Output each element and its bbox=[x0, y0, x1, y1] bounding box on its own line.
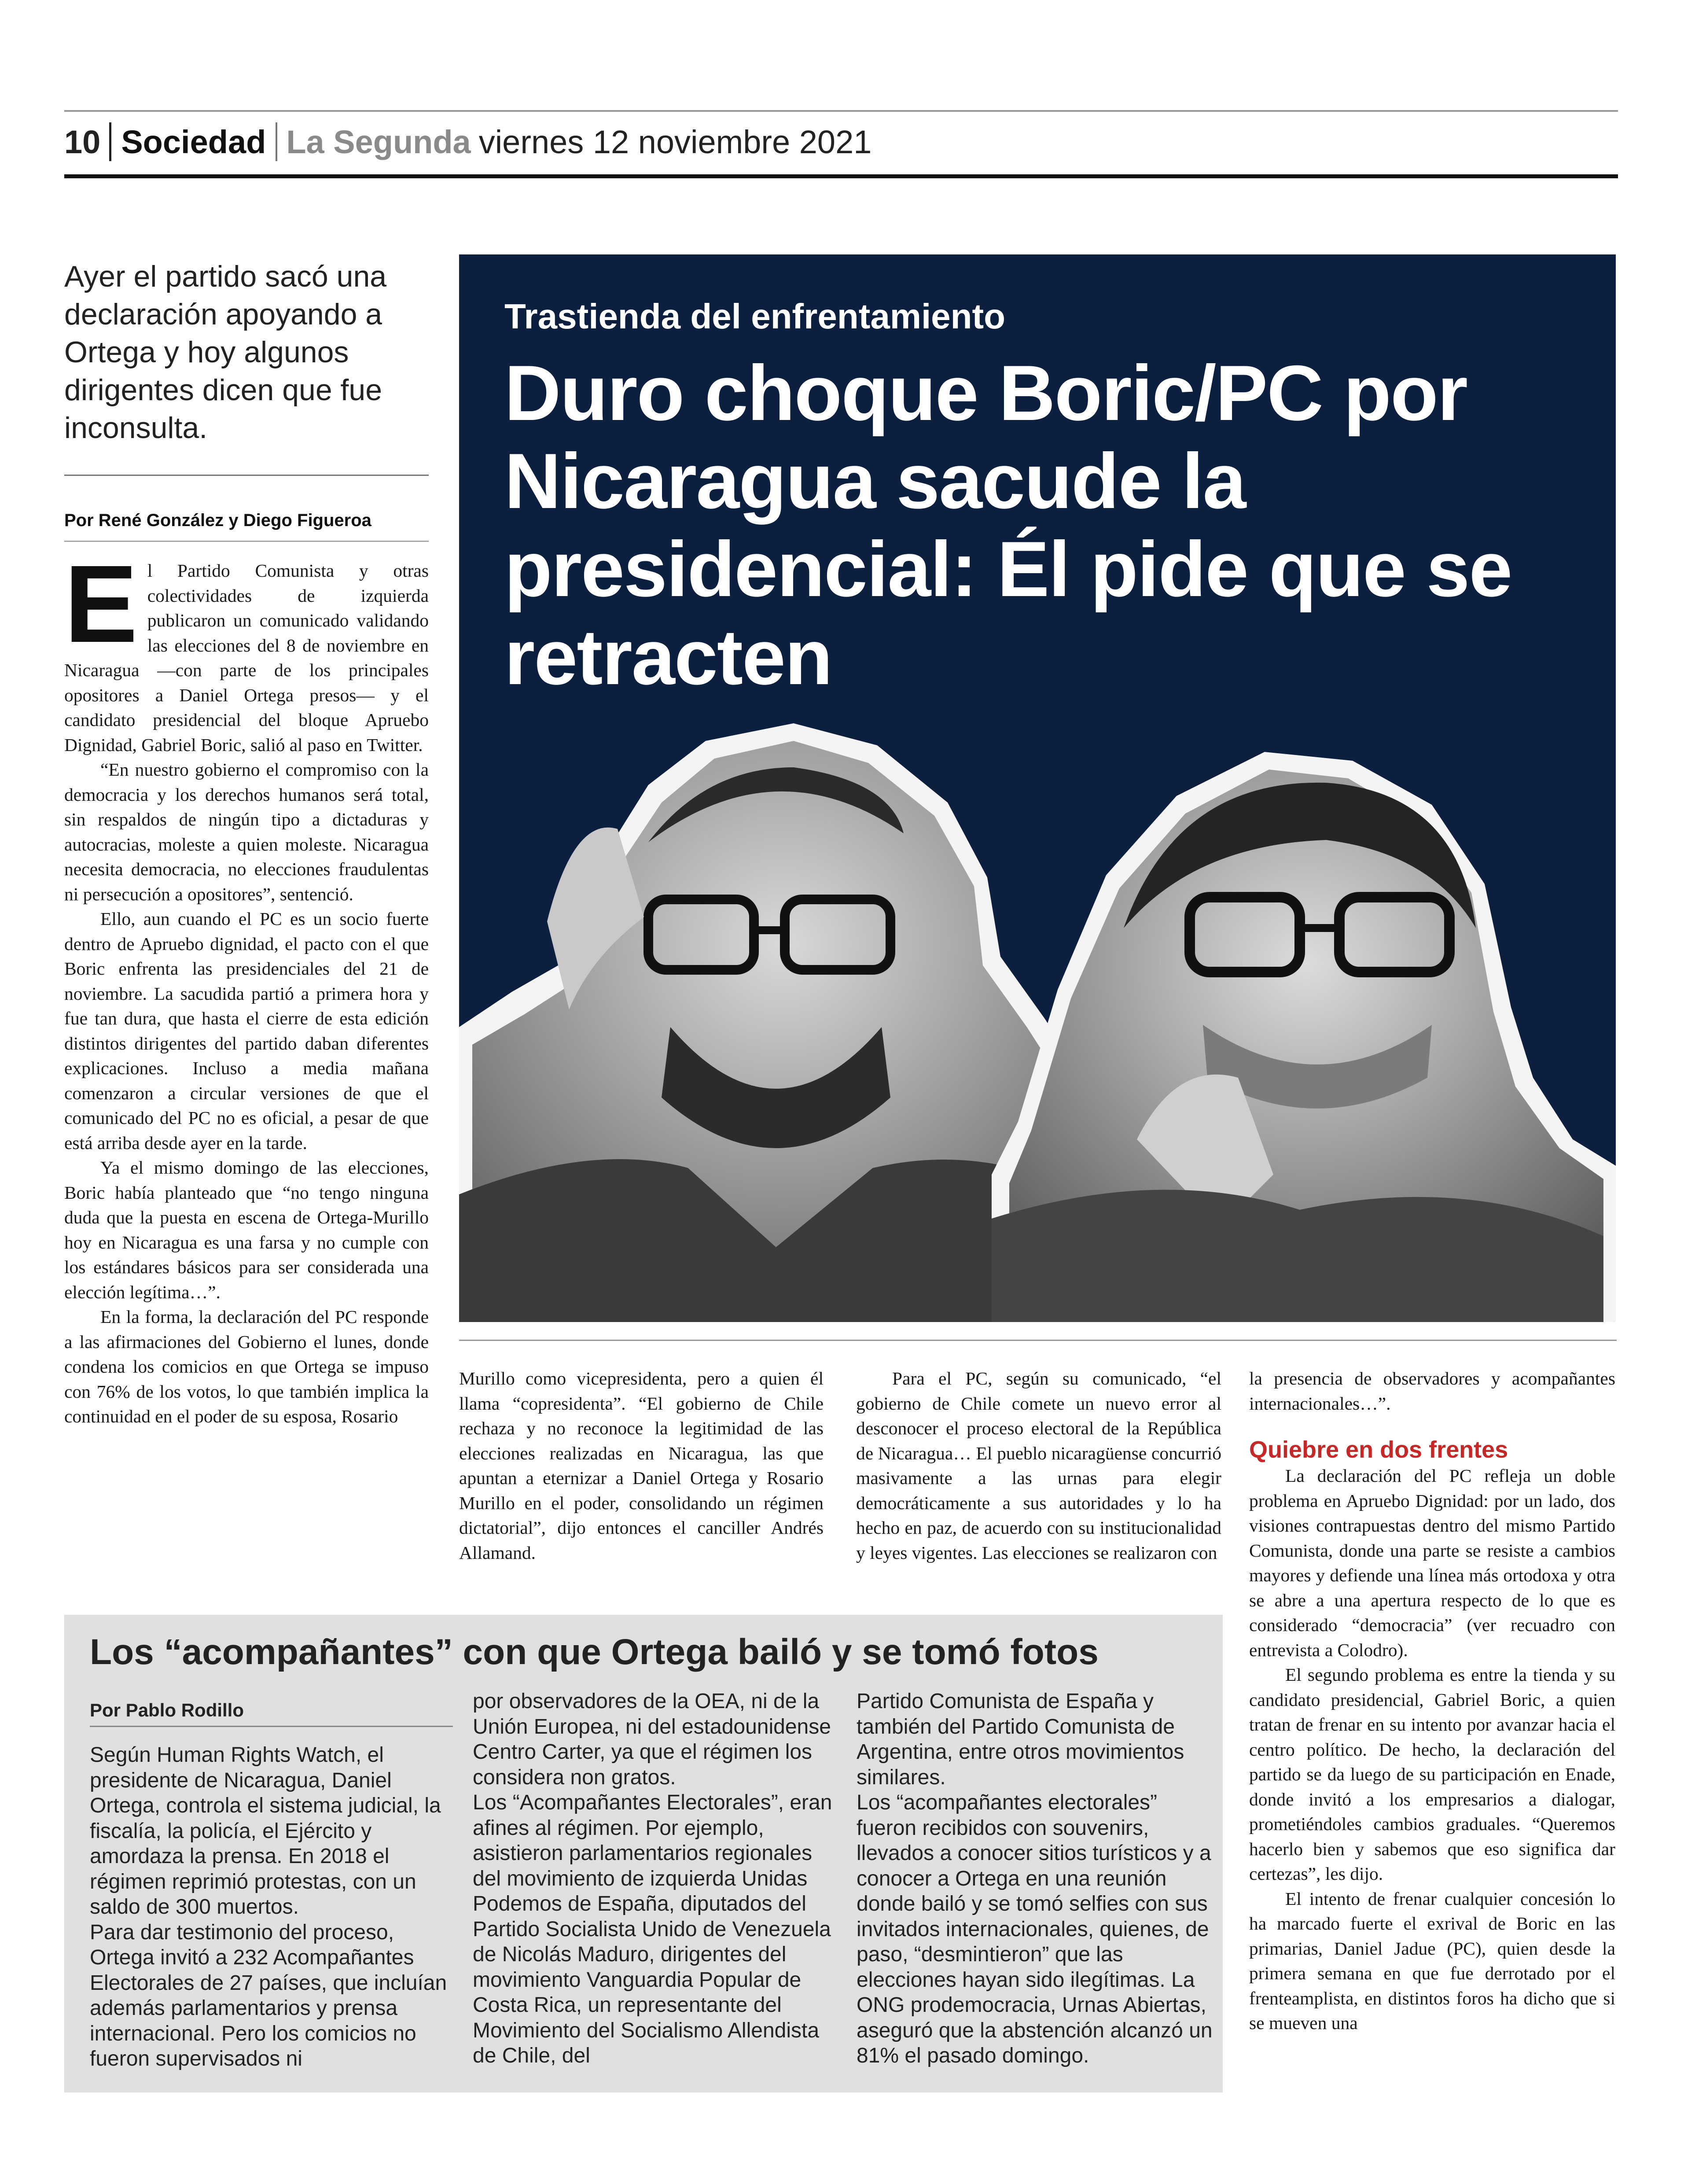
hero-headline: Duro choque Boric/PC por Nicaragua sacude la presidencial: Él pide que se retracten bbox=[504, 349, 1512, 701]
article-paragraph: El intento de frenar cualquier concesión lo ha marcado fuerte el exrival de Boric en las primarias, Daniel Jadue (PC), quien desde la primera semana en que fue derrotado por el frenteamplista, en distintos foros ha dicho que si se mueven una bbox=[1249, 1888, 1615, 2033]
box-column-3 bbox=[857, 1689, 1213, 2069]
article-paragraph: Ya el mismo domingo de las elecciones, Boric había planteado que “no tengo ninguna duda que la puesta en escena de Ortega-Murillo hoy en Nicaragua es una farsa y no cumple con los estándares básicos para ser considerada una elección legítima…”. bbox=[64, 1157, 429, 1302]
publication-name: La Segunda bbox=[286, 123, 471, 160]
article-column-2 bbox=[459, 1366, 824, 1565]
article-lead: Ayer el partido sacó una declaración apoyando a Ortega y hoy algunos dirigentes dicen que fue inconsulta. bbox=[64, 260, 387, 445]
box-paragraph: Los “acompañantes electorales” fueron recibidos con souvenirs, llevados a conocer sitios turísticos y a conocer a Ortega en una reunión donde bailó y se tomó selfies con sus invitados internacionales, quienes, de paso, “desmintieron” que las elecciones hayan sido ilegítimas. La ONG prodemocracia, Urnas Abiertas, aseguró que la abstención alcanzó un 81% el pasado domingo. bbox=[857, 1791, 1213, 2067]
article-subhead: Quiebre en dos frentes bbox=[1249, 1436, 1508, 1463]
article-paragraph: Murillo como vicepresidenta, pero a quien él llama “copresidenta”. “El gobierno de Chile rechaza y no reconoce la legitimidad de las elecciones realizadas en Nicaragua, las que apuntan a eternizar a Daniel Ortega y Rosario Murillo en el poder, consolidando un régimen dictatorial”, dijo entonces el canciller Andrés Allamand. bbox=[459, 1368, 824, 1563]
box-paragraph: Según Human Rights Watch, el presidente de Nicaragua, Daniel Ortega, controla el sistema judicial, la fiscalía, la policía, el Ejército y amordaza la prensa. En 2018 el régimen reprimió protestas, con un saldo de 300 muertos. bbox=[90, 1743, 441, 1919]
lead-divider bbox=[64, 475, 429, 476]
box-paragraph: Para dar testimonio del proceso, Ortega invitó a 232 Acompañantes Electorales de 27 países, que incluían además parlamentarios y prensa internacional. Pero los comicios no fueron supervisados ni bbox=[90, 1920, 447, 2070]
article-paragraph: Ello, aun cuando el PC es un socio fuerte dentro de Apruebo dignidad, el pacto con el que Boric enfrenta las presidenciales del 21 de noviembre. La sacudida partió a primera hora y fue tan dura, que hasta el cierre de esta edición distintos dirigentes del partido daban diferentes explicaciones. Incluso a media mañana comenzaron a circular versiones de que el comunicado del PC no es oficial, a pesar de que está arriba desde ayer en la tarde. bbox=[64, 909, 429, 1153]
section-name: Sociedad bbox=[121, 123, 266, 160]
issue-date: viernes 12 noviembre 2021 bbox=[478, 123, 872, 160]
box-byline: Por Pablo Rodillo bbox=[90, 1700, 244, 1720]
byline-divider bbox=[64, 541, 429, 542]
article-paragraph: l Partido Comunista y otras colectividades de izquierda publicaron un comunicado validando las elecciones del 8 de noviembre en Nicaragua —con parte de los principales opositores a Daniel Ortega presos— y el candidato presidencial del bloque Apruebo Dignidad, Gabriel Boric, salió al paso en Twitter. bbox=[64, 560, 429, 755]
article-paragraph: El segundo problema es entre la tienda y su candidato presidencial, Gabriel Boric, a quien tratan de frenar en su intento por avanzar hacia el centro político. De hecho, la declaración del partido se da luego de su participación en Enade, donde invitó a los empresarios a dialogar, prometiéndoles cambios graduales. “Queremos hacerlo bien y sabemos que eso significa dar certezas”, les dijo. bbox=[1249, 1665, 1615, 1884]
page-number: 10 bbox=[64, 123, 101, 160]
box-column-1 bbox=[90, 1742, 451, 2072]
article-column-4 bbox=[1249, 1366, 1615, 2036]
header-divider bbox=[109, 122, 111, 161]
photo-portrait-right bbox=[992, 743, 1616, 1322]
box-paragraph: por observadores de la OEA, ni de la Unión Europea, ni del estadounidense Centro Carter, ya que el régimen los considera non gratos. bbox=[473, 1690, 831, 1789]
box-column-2 bbox=[473, 1689, 834, 2069]
article-column-1 bbox=[64, 542, 429, 1429]
box-byline-divider bbox=[90, 1726, 453, 1727]
sidebar-box bbox=[64, 1615, 1223, 2092]
article-paragraph: En la forma, la declaración del PC responde a las afirmaciones del Gobierno el lunes, donde condena los comicios en que Ortega se impuso con 76% de los votos, lo que también implica la continuidad en el poder de su esposa, Rosario bbox=[64, 1307, 429, 1426]
article-column-3 bbox=[856, 1366, 1221, 1565]
article-paragraph: Para el PC, según su comunicado, “el gobierno de Chile comete un nuevo error al desconocer el proceso electoral de la República de Nicaragua… El pueblo nicaragüense concurrió masivamente a las urnas para elegir democráticamente a sus autoridades y lo ha hecho en paz, de acuerdo con su institucionalidad y leyes vigentes. Las elecciones se realizaron con bbox=[856, 1368, 1221, 1563]
box-title: Los “acompañantes” con que Ortega bailó y se tomó fotos bbox=[90, 1632, 1099, 1672]
article-paragraph: La declaración del PC refleja un doble problema en Apruebo Dignidad: por un lado, dos visiones contrapuestas dentro del mismo Partido Comunista, donde una parte se resiste a cambios mayores y defiende una línea más ortodoxa y otra se abre a una apertura respecto de lo que es considerado “democracia” (ver recuadro con entrevista a Colodro). bbox=[1249, 1466, 1615, 1660]
header-bottom-rule bbox=[64, 174, 1618, 178]
article-paragraph: “En nuestro gobierno el compromiso con la democracia y los derechos humanos será total, sin respaldos de ningún tipo a dictaduras y autocracias, moleste a quien moleste. Nicaragua necesita democracia, no elecciones fraudulentas ni persecución a opositores”, sentenció. bbox=[64, 759, 429, 904]
drop-cap: E bbox=[64, 542, 138, 665]
section-divider bbox=[459, 1340, 1617, 1341]
article-paragraph: la presencia de observadores y acompañantes internacionales…”. bbox=[1249, 1368, 1615, 1414]
header-top-rule bbox=[64, 110, 1618, 112]
hero-panel bbox=[459, 254, 1616, 1322]
hero-kicker: Trastienda del enfrentamiento bbox=[504, 297, 1006, 336]
box-paragraph: Los “Acompañantes Electorales”, eran afines al régimen. Por ejemplo, asistieron parlamentarios regionales del movimiento de izquierda Unidas Podemos de España, diputados del Partido Socialista Unido de Venezuela de Nicolás Maduro, dirigentes del movimiento Vanguardia Popular de Costa Rica, un representante del Movimiento del Socialismo Allendista de Chile, del bbox=[473, 1791, 832, 2067]
header-divider bbox=[276, 122, 277, 161]
box-paragraph: Partido Comunista de España y también del Partido Comunista de Argentina, entre otros movimientos similares. bbox=[857, 1690, 1184, 1789]
page-header bbox=[64, 115, 871, 168]
article-byline: Por René González y Diego Figueroa bbox=[64, 511, 371, 530]
